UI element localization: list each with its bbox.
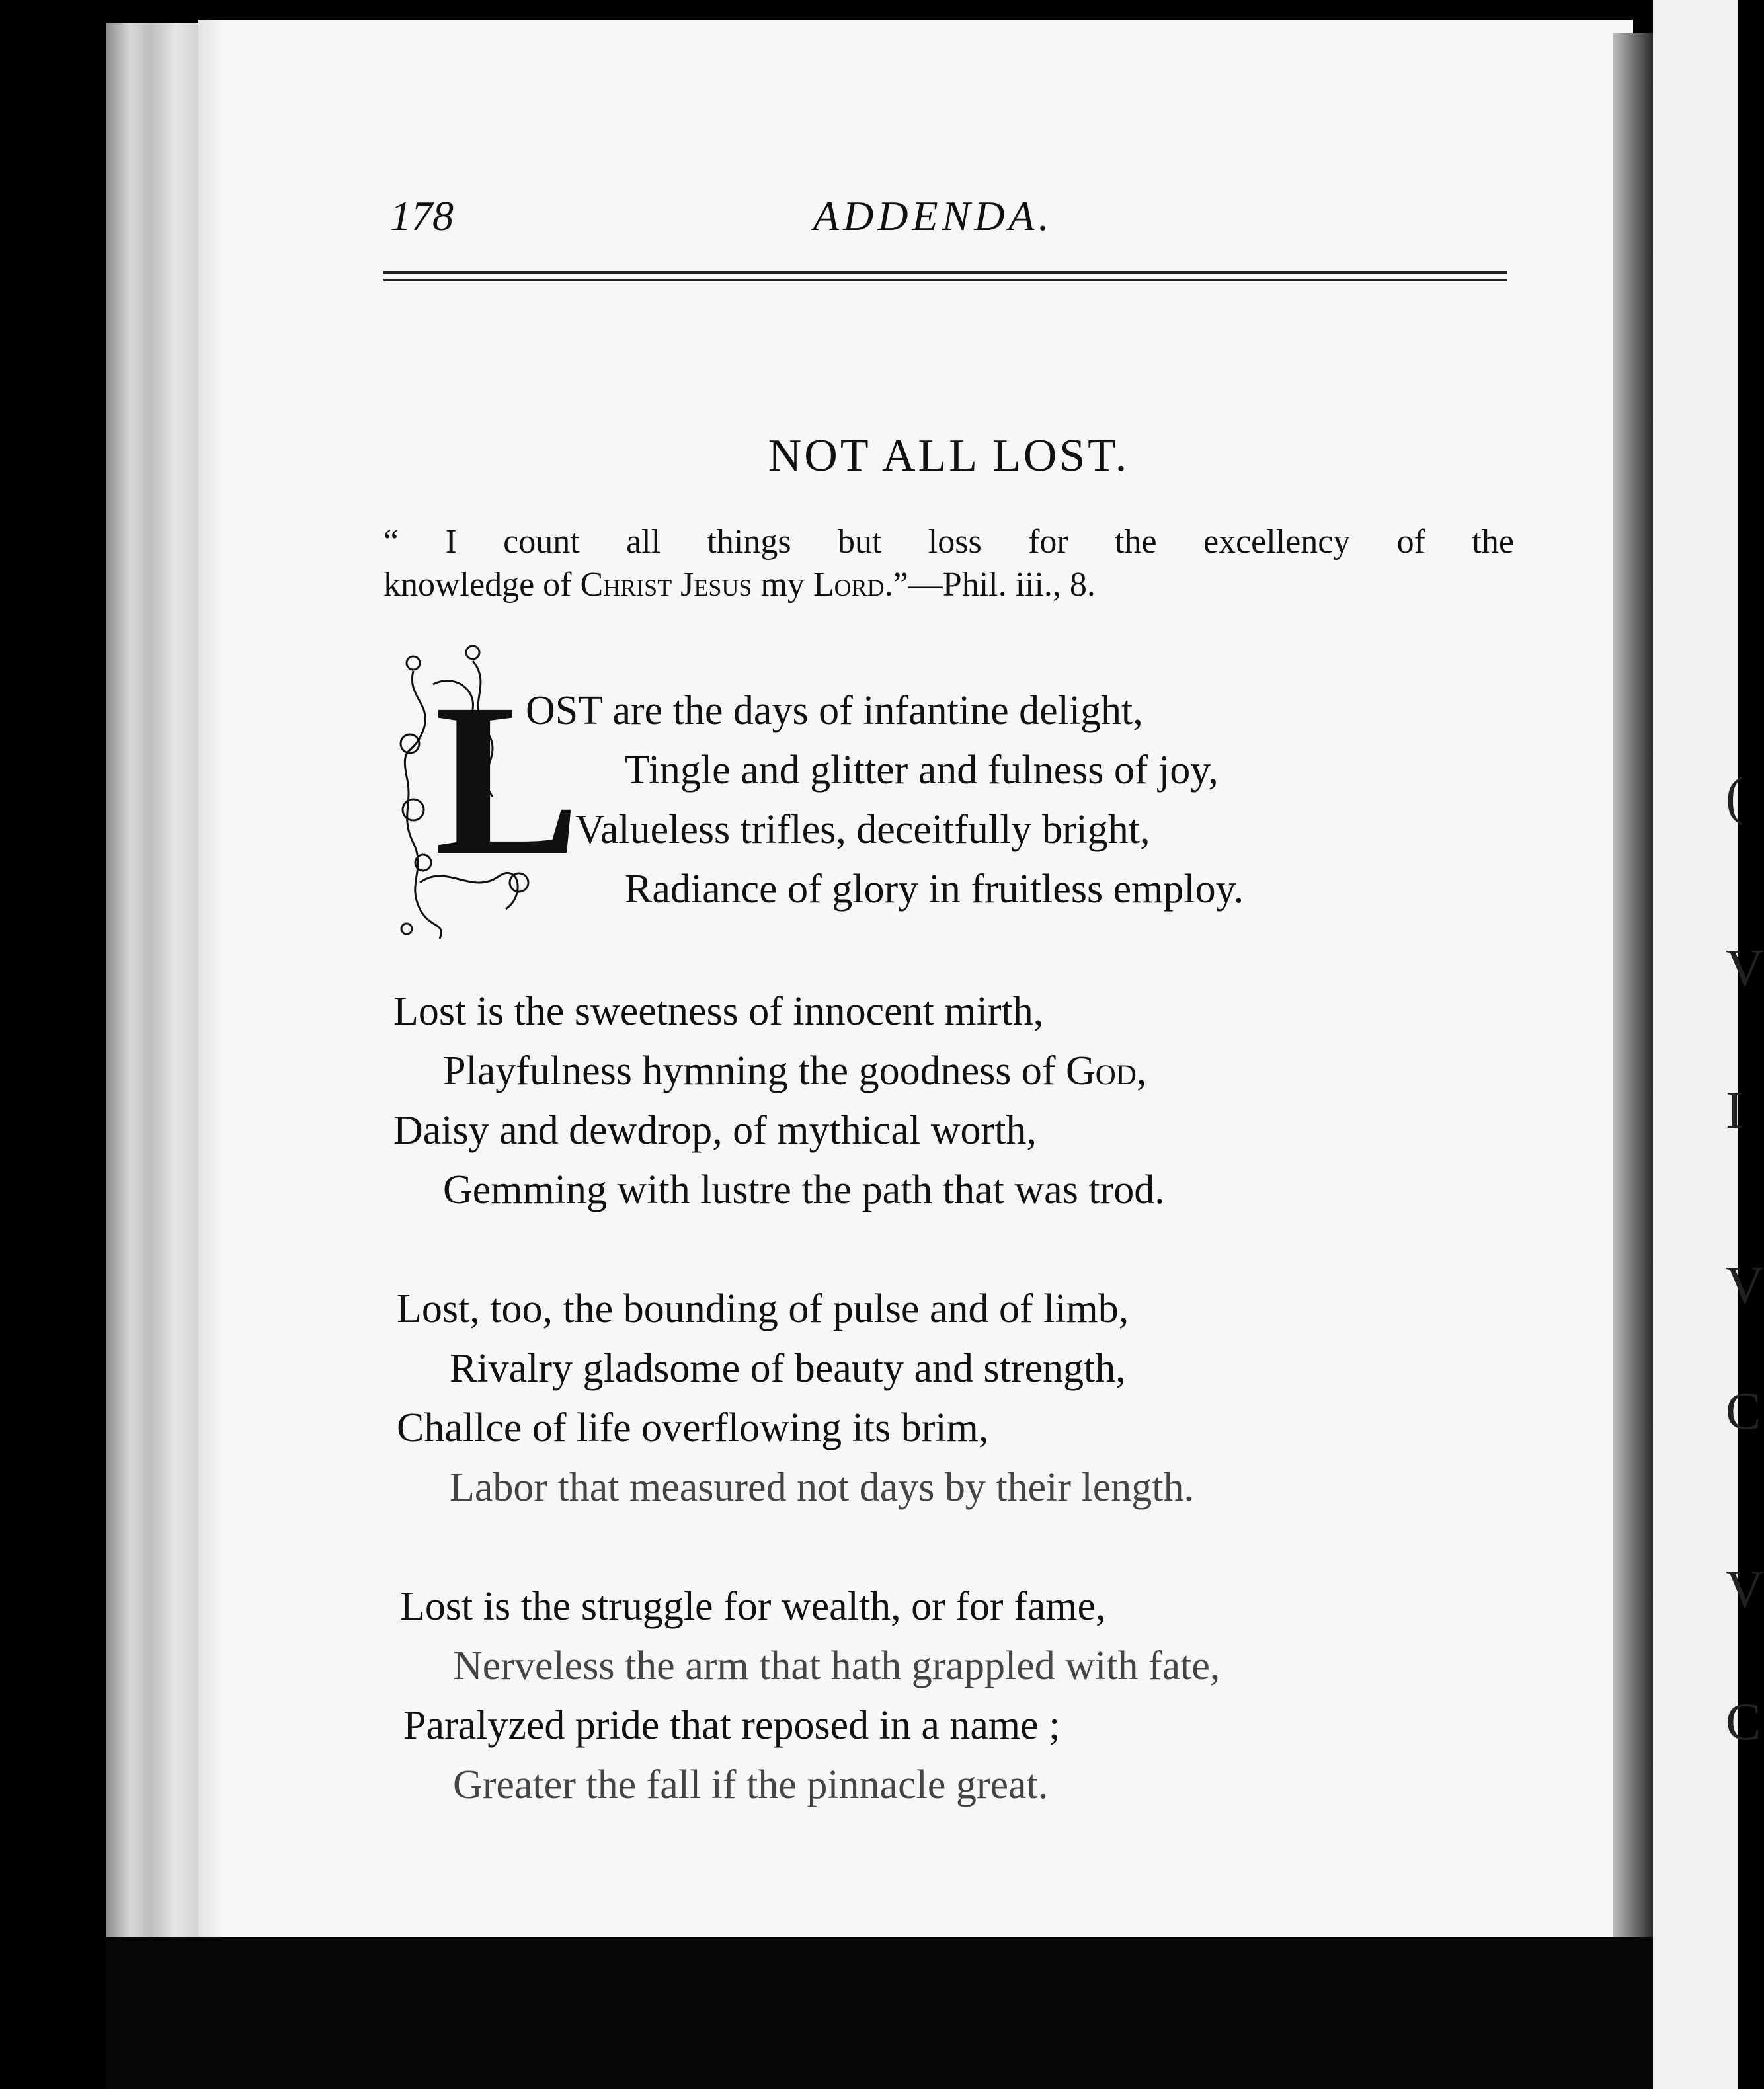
verse-text: Playfulness hymning the goodness of — [443, 1048, 1066, 1093]
epigraph-word: “ — [383, 523, 399, 561]
facing-page-fragment: V — [1726, 1257, 1764, 1315]
epigraph-word: the — [1115, 523, 1157, 561]
facing-page-fragment: V — [1726, 939, 1764, 998]
verse-line: Daisy and dewdrop, of mythical worth, — [393, 1108, 1037, 1153]
ornamental-drop-cap — [393, 645, 581, 942]
epigraph-word: the — [1472, 523, 1514, 561]
verse-line: Tingle and glitter and fulness of joy, — [625, 748, 1219, 793]
epigraph-line — [383, 522, 1514, 561]
verse-line: Lost is the sweetness of innocent mirth, — [393, 989, 1044, 1034]
epigraph-word: but — [837, 523, 882, 561]
book-gutter — [1613, 33, 1653, 1963]
epigraph-word: things — [707, 523, 791, 561]
verse-line: OST are the days of infantine delight, — [526, 688, 1143, 733]
facing-page-fragment: C — [1726, 1382, 1761, 1440]
header-rule — [383, 279, 1507, 281]
page-inner-shadow — [198, 20, 225, 1940]
verse-line: Greater the fall if the pinnacle great. — [453, 1762, 1049, 1807]
epigraph-word: excellency — [1203, 523, 1351, 561]
page-number: 178 — [390, 192, 454, 239]
verse-line: Lost, too, the bounding of pulse and of limb, — [397, 1286, 1129, 1331]
epigraph-name-christ: Christ Jesus — [580, 566, 752, 604]
verse-line — [443, 1048, 1146, 1095]
epigraph-line — [383, 565, 1514, 604]
verse-line: Lost is the struggle for wealth, or for fame, — [400, 1584, 1106, 1629]
verse-line: Nerveless the arm that hath grappled with fate, — [453, 1643, 1221, 1688]
epigraph-citation: .”—Phil. iii., 8. — [884, 566, 1096, 604]
epigraph-word: count — [503, 523, 580, 561]
verse-line: Rivalry gladsome of beauty and strength, — [450, 1346, 1126, 1391]
facing-page-fragment: ( — [1726, 768, 1744, 826]
page-edge-strip — [106, 23, 205, 1940]
facing-page — [1653, 0, 1764, 2089]
epigraph-text: my — [752, 566, 813, 604]
epigraph-word: I — [445, 523, 457, 561]
drop-cap-letter: L — [434, 659, 581, 900]
facing-page-fragment: I — [1726, 1082, 1744, 1140]
verse-line: Challce of life overflowing its brim, — [397, 1405, 989, 1450]
scan-bottom-shadow — [106, 1937, 1653, 2089]
epigraph-word: of — [1396, 523, 1425, 561]
verse-punct: , — [1136, 1048, 1147, 1093]
verse-line: Valueless trifles, deceitfully bright, — [575, 807, 1150, 852]
epigraph-word: loss — [928, 523, 982, 561]
running-head — [383, 192, 1501, 245]
epigraph-word: all — [626, 523, 661, 561]
epigraph-text: knowledge of — [383, 566, 581, 604]
poem-title: NOT ALL LOST. — [768, 430, 1130, 481]
epigraph-line-text — [383, 522, 1514, 561]
verse-line: Radiance of glory in fruitless employ. — [625, 867, 1244, 912]
verse-line: Labor that measured not days by their length. — [450, 1465, 1195, 1510]
running-title: ADDENDA. — [813, 192, 1053, 239]
verse-line: Gemming with lustre the path that was trod. — [443, 1167, 1165, 1212]
epigraph-word: for — [1028, 523, 1068, 561]
facing-page-fragment: C — [1726, 1693, 1761, 1751]
header-rule — [383, 271, 1507, 274]
verse-name-god: God — [1066, 1048, 1137, 1093]
facing-page-fragment: V — [1726, 1561, 1764, 1619]
epigraph-name-lord: Lord — [813, 566, 885, 604]
verse-line: Paralyzed pride that reposed in a name ; — [403, 1703, 1061, 1748]
